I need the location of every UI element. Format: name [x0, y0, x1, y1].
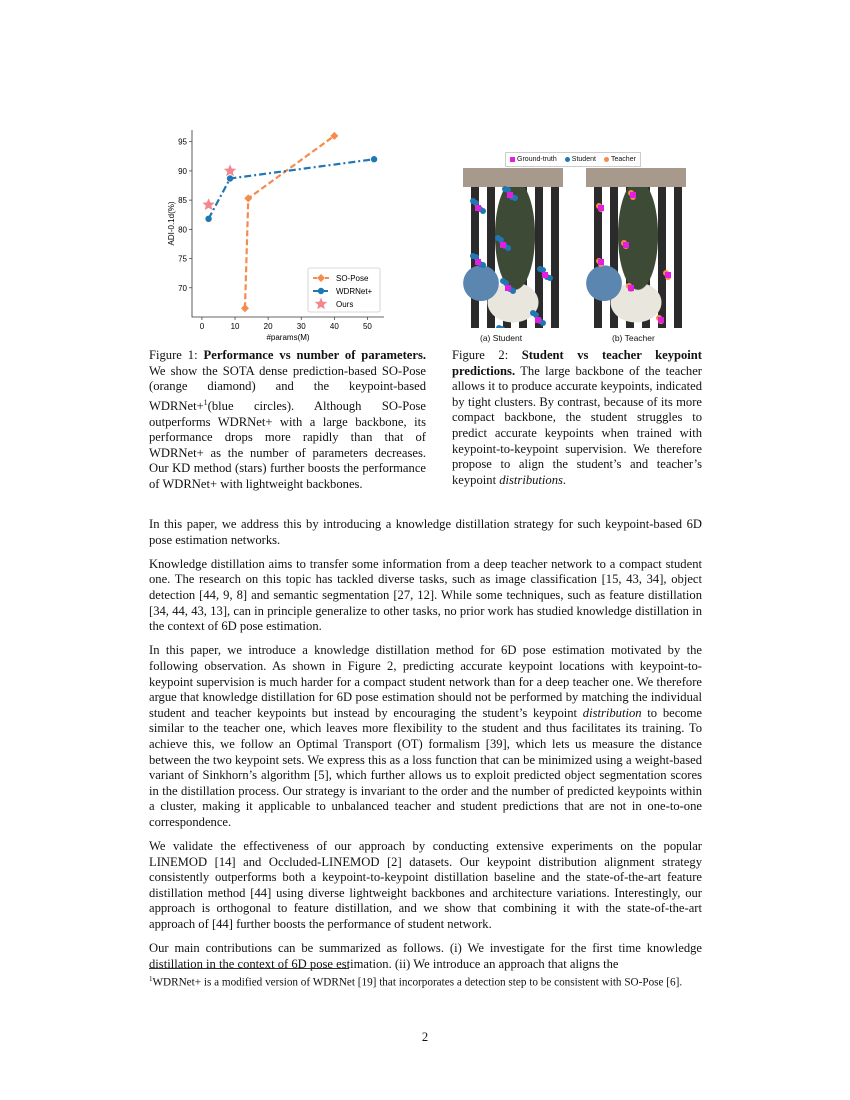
y-tick-label: 75: [178, 254, 187, 264]
data-point-wdrnet-: [205, 216, 211, 222]
caption-emphasis: distributions: [499, 472, 563, 487]
paragraph: Our main contributions can be summarized as follows. (i) We investigate for the first time knowledge distillation in the context of 6D pose estimation. (ii) We introduce an approach that aligns the: [149, 941, 702, 971]
ground-truth-keypoint: [505, 285, 511, 291]
caption-title: Performance vs number of parameters.: [203, 348, 427, 362]
caption-title: Student vs teacher keypoint predictions.: [452, 348, 703, 378]
subfigure-a-label: (a) Student: [480, 333, 523, 343]
x-tick-label: 30: [296, 322, 306, 331]
legend-student: Student: [565, 156, 596, 163]
ground-truth-keypoint: [630, 192, 636, 198]
ground-truth-keypoint: [658, 317, 664, 323]
ground-truth-keypoint: [598, 205, 604, 211]
caption-text: The large backbone of the teacher allows it to produce accurate keypoints, indicated by tight clusters. By contrast, because of its more compact backbone, the student struggles to predict accurate keypoints when trained with keypoint-to-keypoint supervision. We therefore propose to align the student’s and teacher’s keypoint: [452, 363, 703, 487]
student-keypoint-image: [463, 168, 563, 328]
footnote: $^1$WDRNet+ is a modified version of WDRNet [19] that incorporates a detection step to be consistent with SO-Pose [6].: [149, 975, 683, 989]
y-tick-label: 95: [178, 137, 187, 147]
figure-2-caption: Figure 2: Student vs teacher keypoint predictions. The large backbone of the teacher allows it to produce accurate keypoints, indicated by tight clusters. By contrast, because of its more compact backbone, the student struggles to predict accurate keypoints when trained with keypoint-to-keypoint supervision. We therefore propose to align the student’s and teacher’s keypoint distributions.: [452, 348, 703, 487]
paragraph: We validate the effectiveness of our approach by conducting extensive experiments on the popular LINEMOD [14] and Occluded-LINEMOD [2] datasets. Our keypoint distribution alignment strategy consistently outperforms both a keypoint-to-keypoint distillation baseline and the state-of-the-art feature distillation method [44] using diverse lightweight backbones and architecture variations. Interestingly, our approach is orthogonal to feature distillation, and we show that combining it with the state-of-the-art approach of [44] further boosts the performance of student network.: [149, 839, 702, 932]
data-point-so-pose: [241, 304, 249, 312]
subfigure-b-label: (b) Teacher: [612, 333, 655, 343]
x-tick-label: 10: [230, 322, 240, 331]
y-axis-label: ADI-0.1d(%): [167, 201, 176, 246]
x-tick-label: 50: [362, 322, 372, 331]
ground-truth-keypoint: [535, 317, 541, 323]
data-point-ours: [202, 198, 214, 210]
legend-label-ours: Ours: [336, 300, 354, 309]
caption-text: We show the SOTA dense prediction-based SO-Pose (orange diamond) and the keypoint-based WDRNet+: [149, 363, 426, 413]
figure-1-caption: [149, 348, 426, 493]
data-point-wdrnet-: [371, 156, 377, 162]
ground-truth-keypoint: [475, 205, 481, 211]
ground-truth-keypoint: [623, 242, 629, 248]
x-axis-label: #params(M): [266, 333, 310, 342]
paragraph: Knowledge distillation aims to transfer some information from a deep teacher network to a compact student one. The research on this topic has tackled diverse tasks, such as image classification [15, 43, 34], object detection [44, 9, 8] and semantic segmentation [27, 12]. While some techniques, such as feature distillation [34, 44, 43, 13], can in principle generalize to other tasks, no prior work has studied knowledge distillation in the context of 6D pose estimation.: [149, 556, 702, 634]
paragraph: In this paper, we introduce a knowledge distillation method for 6D pose estimation motivated by the following observation. As shown in Figure 2, predicting accurate keypoint locations with keypoint-to-keypoint supervision is much harder for a compact student network than for a deep teacher one. We therefore argue that knowledge distillation for 6D pose estimation should not be performed by matching the individual student and teacher keypoints but instead by encouraging the student’s keypoint distribution to become similar to the teacher one, which leaves more flexibility to the student and thus facilitates its training. To achieve this, we follow an Optimal Transport (OT) formalism [39], which lets us measure the distance between the two keypoint sets. We express this as a loss function that can be minimized using a weight-based variant of Sinkhorn’s algorithm [5], which further allows us to exploit predicted object segmentation scores in the distillation process. Our strategy is invariant to the order and the number of predicted keypoints within a cluster, making it applicable to unbalanced teacher and student predictions that are not in one-to-one correspondence.: [149, 643, 702, 829]
x-tick-label: 0: [199, 322, 205, 331]
footnote-ref[interactable]: 1: [203, 397, 208, 407]
ground-truth-keypoint: [475, 259, 481, 265]
y-tick-label: 80: [178, 225, 187, 235]
y-tick-label: 90: [178, 166, 187, 176]
y-tick-label: 70: [178, 283, 187, 293]
paragraph: In this paper, we address this by introducing a knowledge distillation strategy for such keypoint-based 6D pose estimation networks.: [149, 517, 702, 547]
body-text: [149, 517, 702, 981]
teacher-keypoint-image: [586, 168, 686, 328]
x-tick-label: 40: [329, 322, 339, 331]
legend-teacher: Teacher: [604, 156, 636, 163]
student-keypoint: [499, 326, 505, 328]
caption-label: Figure 2:: [452, 348, 509, 362]
figure-2-legend: [505, 152, 641, 167]
figure-1-chart: [150, 120, 400, 355]
ground-truth-keypoint: [542, 272, 548, 278]
caption-label: Figure 1:: [149, 348, 198, 362]
data-point-ours: [224, 164, 236, 176]
y-tick-label: 85: [178, 196, 187, 206]
page-number: 2: [421, 1030, 429, 1044]
legend-label-wdrnet-: WDRNet+: [336, 287, 373, 296]
footnote-rule: [149, 968, 349, 969]
legend-ground-truth: Ground-truth: [510, 156, 557, 163]
ground-truth-keypoint: [507, 192, 513, 198]
x-tick-label: 20: [263, 322, 273, 331]
legend-label-so-pose: SO-Pose: [336, 274, 369, 283]
ground-truth-keypoint: [665, 272, 671, 278]
caption-text-2: (blue circles). Although SO-Pose outperforms WDRNet+ with a large backbone, its performance drops more rapidly than that of WDRNet+ as the number of parameters decreases. Our KD method (stars) further boosts the performance of WDRNet+ with lightweight backbones.: [149, 398, 426, 491]
data-point-wdrnet-: [227, 175, 233, 181]
ground-truth-keypoint: [628, 285, 634, 291]
legend-marker-wdrnet-: [318, 288, 324, 294]
ground-truth-keypoint: [500, 242, 506, 248]
ground-truth-keypoint: [598, 259, 604, 265]
